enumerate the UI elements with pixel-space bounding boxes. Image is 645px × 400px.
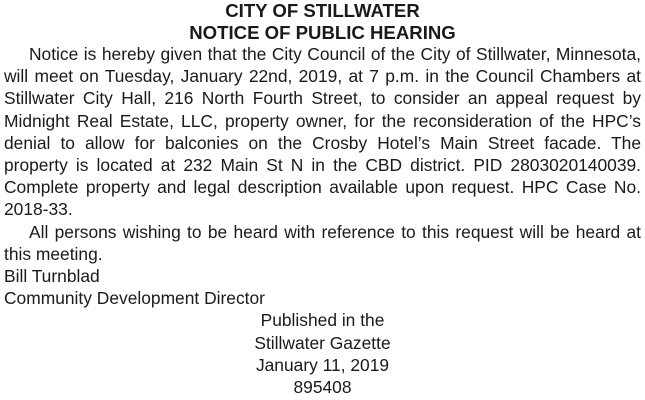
- signer-title: Community Development Director: [4, 288, 265, 309]
- city-heading: CITY OF STILLWATER: [225, 0, 420, 21]
- hearing-paragraph: All persons wishing to be heard with reference to this request will be heard at this meeting.: [4, 221, 641, 264]
- ad-number: 895408: [293, 377, 352, 398]
- published-in-label: Published in the: [260, 310, 385, 331]
- newspaper-name: Stillwater Gazette: [254, 332, 391, 353]
- notice-body-paragraph: Notice is hereby given that the City Council of the City of Stillwater, Minnesota, will meet on Tuesday, January 22nd, 2019, at 7 p.m. in the Council Chambers at Stillwater City Hall, 216 North Fourth Street, to consider an appeal request by Midnight Real Estate, LLC, property owner, for the reconsideration of the HPC’s denial to allow for balconies on the Crosby Hotel’s Main Street facade. The property is located at 232 Main St N in the CBD district. PID 2803020140039. Complete property and legal description available upon request. HPC Case No. 2018-33.: [4, 44, 641, 220]
- publication-date: January 11, 2019: [255, 354, 390, 375]
- signer-name: Bill Turnblad: [4, 266, 100, 287]
- notice-heading: NOTICE OF PUBLIC HEARING: [189, 21, 456, 43]
- publication-info: [4, 309, 641, 398]
